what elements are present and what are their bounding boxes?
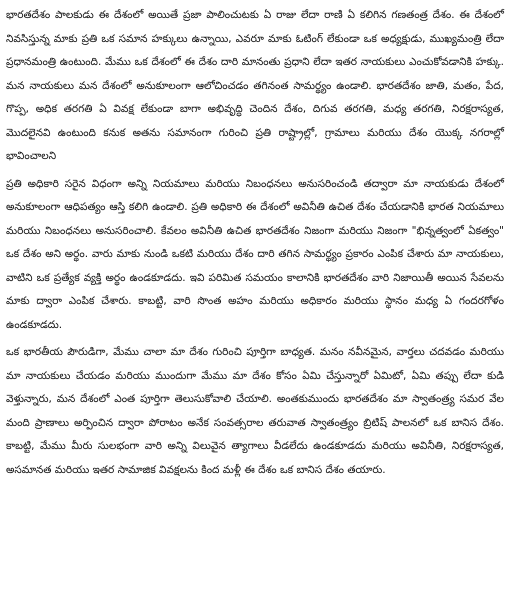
paragraph-3: ఒక భారతీయ పౌరుడిగా, మేము చాలా మా దేశం గురించి పూర్తిగా బాధ్యత. మనం నవీనమైన, వార్తలు చదవడం మరియు మా నాయకులు చేయడం మరియు ముందుగా మేము మా దేశం కోసం ఏమి చేస్తున్నారో ఏమిటో, ఏమి తప్పు లేదా కుడి వెళ్తున్నారు, మన దేశంలో ఎంత పూర్తిగా తెలుసుకోవాలి చేయాలి. అంతకుముందు భారతదేశం మా స్వాతంత్ర్య సమర వేల మంది ప్రాణాలు అర్పించిన ద్వారా పోరాటం అనేక సంవత్సరాల తరువాత స్వాతంత్ర్యం బ్రిటిష్ పాలనలో ఒక బానిస దేశం. కాబట్టి, మేము మీరు సులభంగా వారి అన్ని విలువైన త్యాగాలు వీడలేదు ఉండకూడదు మరియు అవినీతి, నిరక్షరాస్యత, అసమానత మరియు ఇతర సామాజిక వివక్షలను కింద మళ్లీ ఈ దేశం ఒక బానిస దేశం తయారు. <box>6 346 504 476</box>
paragraph-2: ప్రతి అధికారి సరైన విధంగా అన్ని నియమాలు మరియు నిబంధనలు అనుసరించండి తద్వారా మా నాయకుడు దేశంలో అనుకూలంగా ఆధిపత్యం ఆస్తి కలిగి ఉండాలి. ప్రతి అధికారి ఈ దేశంలో అవినీతి ఉచిత దేశం చేయడానికి భారత నియమాలు మరియు నిబంధనలు అనుసరించాలి. కేవలం అవినీతి ఉచిత భారతదేశం నిజంగా మరియు నిజంగా "భిన్నత్వంలో ఏకత్వం" ఒక దేశం అని అర్థం. వారు మాకు నుండి ఒకటి మరియు దేశం దారి తగిన సామర్థ్యం ప్రకారం ఎంపిక చేశారు మా నాయకులు, వాటిని ఒక ప్రత్యేక వ్యక్తి అర్థం ఉండకూడదు. ఇవి పరిమిత సమయం కాలానికి భారతదేశం వారి నిజాయితీ అయిన సేవలను మాకు ద్వారా ఎంపిక చేశారు. కాబట్టి, వారి సొంత అహం మరియు అధికారం మరియు స్థానం మధ్య ఏ గందరగోళం ఉండకూడదు. <box>6 177 504 331</box>
paragraph-1: భారతదేశం పాలకుడు ఈ దేశంలో అయితే ప్రజా పాలించుటకు ఏ రాజు లేదా రాణి ఏ కలిగిన గణతంత్ర దేశం. ఈ దేశంలో నివసిస్తున్న మాకు ప్రతి ఒక సమాన హక్కులు ఉన్నాయి, ఎవరూ మాకు ఓటింగ్ లేకుండా ఒక అధ్యక్షుడు, ముఖ్యమంత్రి లేదా ప్రధానమంత్రి ఉంటుంది. మేము ఒక దేశంలో ఈ దేశం దారి మానంతు ప్రధాని లేదా ఇతర నాయకులు ఎంచుకోవడానికి హక్కు. మన నాయకులు మన దేశంలో అనుకూలంగా ఆలోచించడం తగినంత సామర్థ్యం ఉండాలి. భారతదేశం జాతి, మతం, పేద, గొప్ప, అధిక తరగతి ఏ వివక్ష లేకుండా బాగా అభివృద్ధి చెందిన దేశం, దిగువ తరగతి, మధ్య తరగతి, నిరక్షరాస్యత, మొదలైనవి ఉంటుంది కనుక అతను సమానంగా గురించి ప్రతి రాష్ట్రాల్లో, గ్రామాలు మరియు దేశం యొక్క నగరాల్లో భావించాలని <box>6 9 504 162</box>
document-body <box>6 4 504 482</box>
